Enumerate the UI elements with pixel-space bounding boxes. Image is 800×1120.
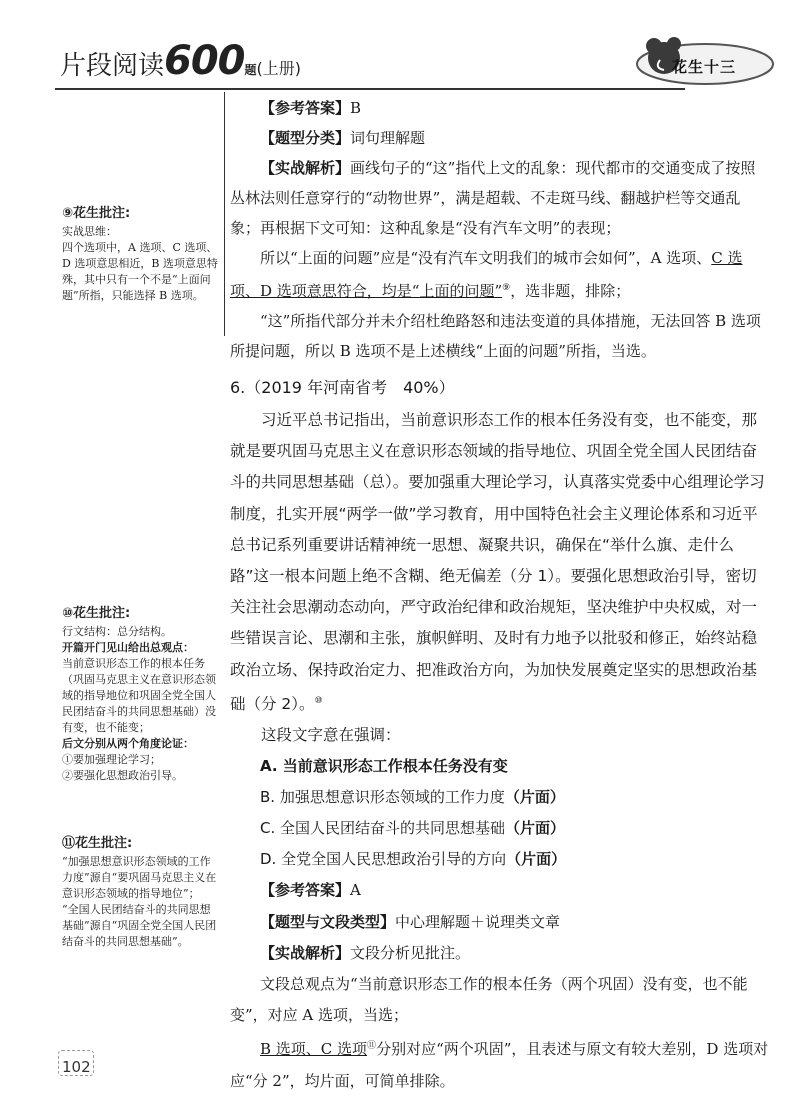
- q6-type-tag: 【题型与文段类型】: [260, 912, 396, 931]
- note-10-line: 后文分别从两个角度论证：: [62, 737, 194, 750]
- answer-section-5: [230, 93, 770, 366]
- q6-explain-2-rest: 分别对应“两个巩固”，且表述与原文有较大差别，D 选项对应“分 2”，均片面，可简单排除。: [230, 1040, 769, 1090]
- side-note-11: [62, 836, 220, 950]
- note-10-line: 行文结构：总分结构。: [62, 625, 172, 638]
- answer-value: B: [350, 99, 362, 117]
- question-6-body: [230, 405, 770, 1097]
- side-note-10: [62, 606, 220, 784]
- option-b: [230, 782, 770, 813]
- note-10-line: ①要加强理论学习；: [62, 753, 161, 766]
- option-c-mark: （片面）: [505, 819, 566, 838]
- option-b-text: B. 加强思想意识形态领域的工作力度: [260, 788, 505, 807]
- category-tag: 【题型分类】: [260, 129, 351, 147]
- book-title-number: 600: [164, 38, 245, 84]
- note-9-line: 四个选项中，A 选项、C 选项、D 选项意思相近，B 选项意思特殊，其中只有一个不是“上面问题”所指，只能选择 B 选项。: [62, 241, 218, 302]
- answer-tag: 【参考答案】: [260, 99, 351, 117]
- q6-explain-2: [230, 1031, 770, 1096]
- category-value: 词句理解题: [350, 129, 426, 147]
- q6-answer-value: A: [350, 881, 361, 900]
- note-ref-10: ⑩: [314, 695, 323, 706]
- question-6-passage: 习近平总书记指出，当前意识形态工作的根本任务没有变，也不能变，那就是要巩固马克思主义在意识形态领域的指导地位、巩固全党全国人民团结奋斗的共同思想基础（总）。要加强重大理论学习，认真落实党委中心组理论学习制度，扎实开展“两学一做”学习教育，用中国特色社会主义理论体系和习近平总书记系列重要讲话精神统一思想、凝聚共识，确保在“举什么旗、走什么路”这一根本问题上绝不含糊、绝无偏差（分 1）。要强化思想政治引导，密切关注社会思潮动态动向，严守政治纪律和政治规矩，坚决维护中央权威，对一些错误言论、思潮和主张，旗帜鲜明、及时有力地予以批驳和修正，始终站稳政治立场、保持政治定力、把准政治方向，为加快发展奠定坚实的思想政治基础（分 2）。: [230, 411, 765, 713]
- analysis-tag: 【实战解析】: [260, 159, 351, 177]
- note-ref-11: ⑪: [367, 1041, 377, 1052]
- note-11-line: “加强思想意识形态领域的工作力度”源自“要巩固马克思主义在意识形态领域的指导地位”；: [62, 855, 217, 900]
- note-10-line: 当前意识形态工作的根本任务（巩固马克思主义在意识形态领域的指导地位和巩固全党全国人民团结奋斗的共同思想基础）没有变，也不能变；: [62, 657, 216, 734]
- option-d-mark: （片面）: [506, 850, 567, 869]
- option-a: [230, 751, 770, 782]
- q6-type-value: 中心理解题＋说理类文章: [395, 912, 561, 931]
- analysis-p2-part-c: ，选非题，排除；: [510, 282, 631, 300]
- analysis-paragraph-3: “这”所指代部分并未介绍杜绝路怒和违法变道的具体措施，无法回答 B 选项所提问题，所以 B 选项不是上述横线“上面的问题”所指，当选。: [230, 312, 761, 360]
- analysis-p2-part-a: 所以“上面的问题”应是“没有汽车文明我们的城市会如何”，A 选项、: [260, 249, 712, 267]
- note-10-line: ②要强化思想政治引导。: [62, 769, 183, 782]
- note-10-line: 开篇开门见山给出总观点：: [62, 641, 194, 654]
- question-6-stem: 这段文字意在强调：: [261, 726, 401, 745]
- option-c: [230, 813, 770, 844]
- book-title-suffix: 题: [244, 63, 257, 77]
- margin-rule: [224, 92, 225, 336]
- note-11-line: “全国人民团结奋斗的共同思想基础”源自“巩固全党全国人民团结奋斗的共同思想基础”。: [62, 903, 217, 948]
- underlined-options-text: C 选项、D 选项意思符合，均是“上面的问题”: [230, 249, 743, 300]
- option-a-text: A. 当前意识形态工作根本任务没有变: [260, 757, 508, 776]
- question-6-heading: 6.（2019 年河南省考 40%）: [230, 378, 455, 397]
- q6-answer-tag: 【参考答案】: [260, 881, 351, 900]
- q6-explain-1: 文段总观点为“当前意识形态工作的根本任务（两个巩固）没有变，也不能变”，对应 A 选项，当选；: [230, 975, 748, 1025]
- page-number: 102: [62, 1058, 91, 1076]
- underlined-bc-options: B 选项、C 选项: [260, 1040, 368, 1059]
- option-b-mark: （片面）: [504, 788, 565, 807]
- side-note-9: [62, 206, 220, 304]
- note-9-line: 实战思维：: [62, 225, 117, 238]
- q6-analysis-tag: 【实战解析】: [260, 943, 351, 962]
- analysis-text: 画线句子的“这”指代上文的乱象：现代都市的交通变成了按照丛林法则任意穿行的“动物世界”，满是超载、不走斑马线、翻越护栏等交通乱象；再根据下文可知：这种乱象是“没有汽车文明”的表现；: [230, 159, 756, 237]
- book-title-volume: (上册): [256, 59, 302, 78]
- q6-analysis-value: 文段分析见批注。: [350, 943, 471, 962]
- note-9-title: ⑨花生批注:: [62, 206, 131, 221]
- note-ref-9: ⑨: [502, 283, 511, 293]
- note-10-title: ⑩花生批注:: [62, 606, 131, 621]
- book-title: [60, 38, 301, 84]
- option-d: [230, 844, 770, 875]
- book-title-prefix: 片段阅读: [60, 51, 165, 81]
- option-c-text: C. 全国人民团结奋斗的共同思想基础: [260, 819, 506, 838]
- analysis-paragraph-2: [230, 243, 770, 306]
- logo-text: 花生十三: [672, 58, 737, 76]
- note-11-title: ⑪花生批注:: [62, 836, 133, 851]
- header-rule: [55, 88, 685, 90]
- option-d-text: D. 全党全国人民思想政治引导的方向: [260, 850, 507, 869]
